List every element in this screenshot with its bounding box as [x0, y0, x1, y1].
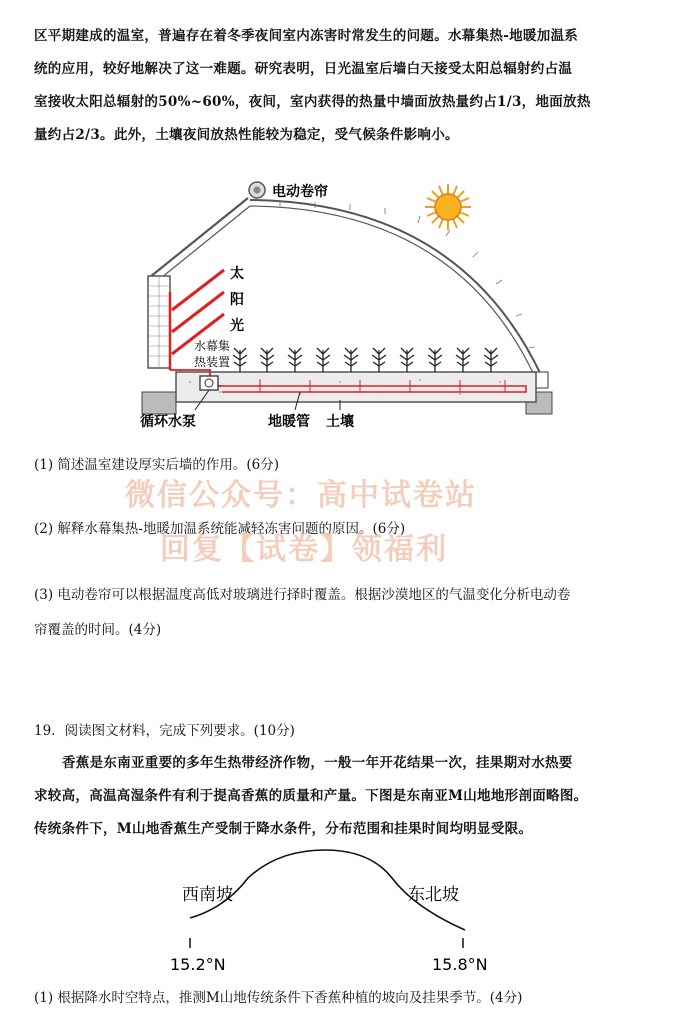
plants [233, 348, 498, 372]
q19-line: 求较高，高温高湿条件有利于提高香蕉的质量和产量。下图是东南亚M山地地形剖面略图。 [34, 788, 588, 804]
intro-line: 区平期建成的温室，普遍存在着冬季夜间室内冻害时常发生的问题。水幕集热-地暖加温系 [34, 28, 579, 44]
pump-icon [200, 376, 218, 390]
q19-line: 香蕉是东南亚重要的多年生热带经济作物，一般一年开花结果一次，挂果期对水热要 [62, 755, 573, 771]
label-sun-char-1: 太 [230, 266, 244, 282]
q19-paragraph [34, 747, 664, 846]
q19-part1: (1) 根据降水时空特点，推测M山地传统条件下香蕉种植的坡向及挂果季节。(4分) [34, 990, 523, 1006]
watermark-line2: 回复【试卷】领福利 [160, 532, 448, 567]
label-pump: 循环水泵 [140, 414, 196, 430]
intro-paragraph [34, 20, 664, 152]
label-northeast-slope: 东北坡 [408, 885, 459, 905]
label-water-curtain-2: 热装置 [194, 355, 231, 369]
greenhouse-diagram [130, 172, 570, 434]
label-pipe: 地暖管 [268, 414, 310, 430]
intro-line: 统的应用，较好地解决了这一难题。研究表明，日光温室后墙白天接受太阳总辐射约占温 [34, 61, 573, 77]
label-sun-char-2: 阳 [230, 292, 244, 308]
intro-line: 室接收太阳总辐射的50%~60%，夜间，室内获得的热量中墙面放热量约占1/3，地面放热 [34, 94, 591, 110]
watermark-line1: 微信公众号：高中试卷站 [125, 478, 477, 513]
q19-line: 传统条件下，M山地香蕉生产受制于降水条件，分布范围和挂果时间均明显受限。 [34, 821, 533, 837]
label-lat-left: 15.2°N [170, 955, 226, 974]
label-roller: 电动卷帘 [272, 184, 328, 200]
mountain-profile-diagram [160, 848, 500, 978]
label-southwest-slope: 西南坡 [182, 885, 233, 905]
q18-part1: (1) 简述温室建设厚实后墙的作用。(6分) [34, 457, 280, 473]
label-soil: 土壤 [326, 414, 354, 430]
label-sun-char-3: 光 [230, 318, 244, 334]
label-lat-right: 15.8°N [432, 955, 488, 974]
q18-part3-line2: 帘覆盖的时间。(4分) [34, 622, 162, 638]
sun-icon [425, 184, 471, 230]
label-water-curtain-1: 水幕集 [194, 339, 231, 353]
q19-header: 19．阅读图文材料，完成下列要求。(10分) [34, 723, 295, 739]
intro-line: 量约占2/3。此外，土壤夜间放热性能较为稳定，受气候条件影响小。 [34, 127, 459, 143]
q18-part3-line1: (3) 电动卷帘可以根据温度高低对玻璃进行择时覆盖。根据沙漠地区的气温变化分析电动卷 [34, 587, 571, 603]
soil-bed [176, 372, 536, 402]
q18-part2: (2) 解释水幕集热-地暖加温系统能减轻冻害问题的原因。(6分) [34, 521, 406, 537]
